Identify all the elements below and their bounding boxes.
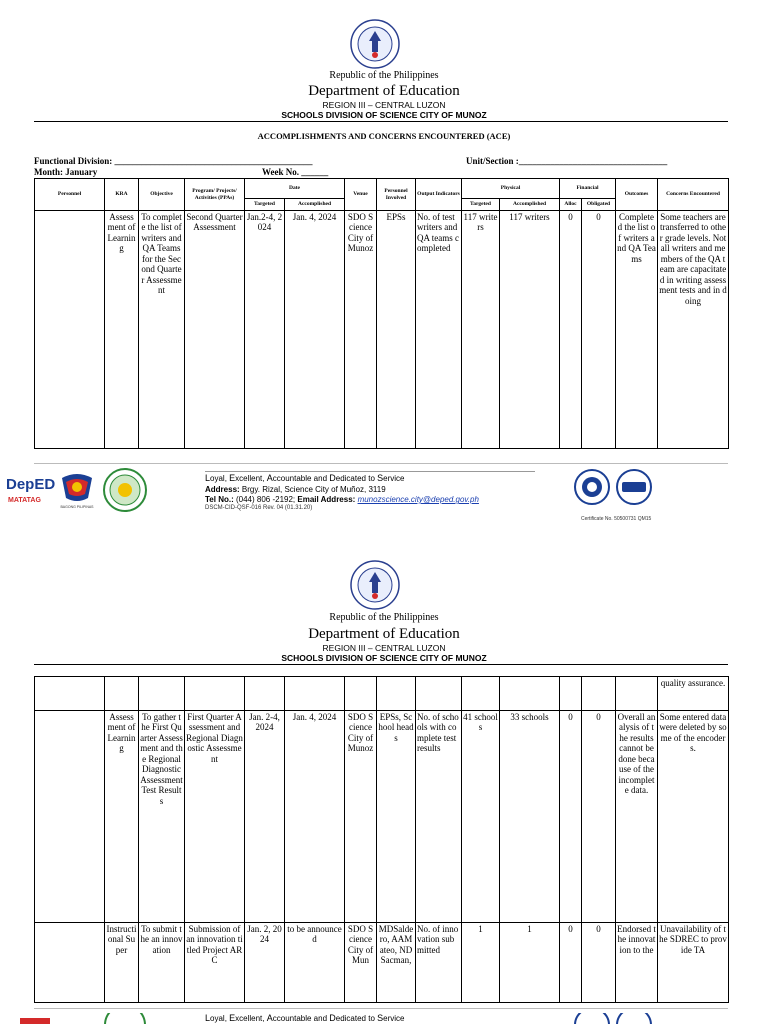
- cell-ppa: Submission of an innovation titled Project ARC: [185, 923, 245, 1003]
- cell-date-targeted: [245, 677, 285, 711]
- motto-part: ccountable and: [272, 474, 330, 483]
- division-seal-icon: [103, 468, 147, 512]
- footer-page-1: [0, 460, 768, 525]
- cell-date-targeted: Jan.2-4, 2024: [245, 211, 285, 449]
- cell-output-indicator: [416, 677, 462, 711]
- cell-obligated: [582, 677, 616, 711]
- col-concerns: Concerns Encountered: [658, 179, 729, 211]
- cell-outcome: Completed the list of writers and QA Teams: [616, 211, 658, 449]
- month-field: Month: January: [34, 167, 98, 177]
- motto-part: ccountable and: [272, 1014, 330, 1023]
- table-row: [35, 711, 729, 923]
- footer-page-2-partial: [0, 1008, 768, 1024]
- cell-outcome: Endorsed the innovation to the: [616, 923, 658, 1003]
- doc-code: DSCM-CID-QSF-016 Rev. 04 (01.31.20): [205, 505, 313, 512]
- bagong-pilipinas-logo-icon: [58, 470, 96, 510]
- cell-outcome: Overall analysis of the results cannot be done because of the incomplete data.: [616, 711, 658, 923]
- motto-initial-d: D: [329, 1013, 336, 1023]
- cell-personnel: [35, 677, 105, 711]
- col-physical-targeted: Targeted: [462, 199, 500, 211]
- cell-date-accomplished: Jan. 4, 2024: [285, 711, 345, 923]
- cell-alloc: [560, 677, 582, 711]
- cell-objective: [139, 677, 185, 711]
- tel-label: Tel No.:: [205, 495, 234, 505]
- cell-alloc: 0: [560, 923, 582, 1003]
- footer-motto: [205, 473, 479, 485]
- footer-contact: [205, 495, 479, 505]
- table-row: [35, 677, 729, 711]
- cell-venue: SDO Science City of Mun: [345, 923, 377, 1003]
- col-output-indicators: Output Indicators: [416, 179, 462, 211]
- ace-table-page-2: [34, 676, 729, 1003]
- motto-part: oyal,: [210, 1014, 230, 1023]
- col-outcomes: Outcomes: [616, 179, 658, 211]
- motto-initial-d: D: [329, 473, 336, 483]
- email-label: Email Address:: [297, 495, 356, 505]
- unit-section-field: Unit/Section :_________________________________: [466, 156, 668, 166]
- cell-physical-targeted: [462, 677, 500, 711]
- col-date-accomplished: Accomplished: [285, 199, 345, 211]
- footer-top-rule: [34, 1008, 728, 1009]
- iso-certification-icon: [572, 1013, 660, 1024]
- cell-alloc: 0: [560, 211, 582, 449]
- footer-text: [205, 473, 479, 513]
- cell-outcome: [616, 677, 658, 711]
- email-link[interactable]: munozscience.city@deped.gov.ph: [357, 495, 479, 505]
- motto-part: xcellent,: [235, 474, 267, 483]
- footer-divider: [205, 471, 535, 472]
- cell-venue: SDO Science City of Munoz: [345, 211, 377, 449]
- deped-seal-icon: [350, 19, 400, 69]
- republic-label: Republic of the Philippines: [329, 70, 439, 81]
- header-rule: [34, 121, 728, 122]
- cell-physical-targeted: 117 writers: [462, 211, 500, 449]
- division-seal-icon: [103, 1013, 147, 1024]
- tel-value: (044) 806 -2192;: [235, 495, 296, 505]
- motto-part: xcellent,: [235, 1014, 267, 1023]
- cell-objective: To gather the First Quarter Assessment and the Regional Diagnostic Assessment Test Results: [139, 711, 185, 923]
- cell-physical-targeted: 41 schools: [462, 711, 500, 923]
- col-date-targeted: Targeted: [245, 199, 285, 211]
- footer-top-rule: [34, 463, 728, 464]
- matatag-text: MATATAG: [8, 497, 41, 504]
- cell-physical-accomplished: [500, 677, 560, 711]
- motto-initial-s: S: [377, 473, 384, 483]
- cell-objective: To submit the an innovation: [139, 923, 185, 1003]
- cell-venue: [345, 677, 377, 711]
- cell-venue: SDO Science City of Munoz: [345, 711, 377, 923]
- deped-matatag-logo: [4, 472, 56, 508]
- cell-kra: Assessment of Learning: [105, 711, 139, 923]
- motto-part: edicated to: [335, 1014, 378, 1023]
- footer-motto: [205, 1013, 404, 1024]
- bagong-pilipinas-text: BAGONG PILIPINAS: [60, 505, 94, 509]
- cell-ppa: Second Quarter Assessment: [185, 211, 245, 449]
- cell-obligated: 0: [582, 211, 616, 449]
- division-label: SCHOOLS DIVISION OF SCIENCE CITY OF MUNOZ: [281, 110, 487, 120]
- cell-ppa: First Quarter Assessment and Regional Diagnostic Assessment: [185, 711, 245, 923]
- deped-seal-icon: [350, 560, 400, 610]
- iso-certification-icon: [572, 468, 660, 506]
- cell-concern: Some entered data were deleted by some of the encoders.: [658, 711, 729, 923]
- motto-initial-l: L: [205, 473, 211, 483]
- motto-initial-s: S: [377, 1013, 384, 1023]
- cell-date-targeted: Jan. 2-4, 2024: [245, 711, 285, 923]
- footer-address: [205, 485, 479, 495]
- cell-obligated: 0: [582, 711, 616, 923]
- col-obligated: Obligated: [582, 199, 616, 211]
- republic-label: Republic of the Philippines: [329, 612, 439, 623]
- cell-kra: Assessment of Learning: [105, 211, 139, 449]
- cell-alloc: 0: [560, 711, 582, 923]
- cell-physical-accomplished: 117 writers: [500, 211, 560, 449]
- cell-date-accomplished: to be announced: [285, 923, 345, 1003]
- motto-initial-e: E: [229, 1013, 236, 1023]
- motto-part: oyal,: [210, 474, 230, 483]
- region-label: REGION III – CENTRAL LUZON: [322, 643, 446, 653]
- cell-output-indicator: No. of schools with complete test results: [416, 711, 462, 923]
- deped-logo-text: DepED: [6, 476, 56, 493]
- cell-concern: Some teachers are transferred to other grade levels. Not all writers and members of the QA team are capacitated in writing assessment tests and in doing: [658, 211, 729, 449]
- cell-physical-accomplished: 33 schools: [500, 711, 560, 923]
- cell-objective: To complete the list of writers and QA Teams for the Second Quarter Assessment: [139, 211, 185, 449]
- certificate-number: Certificate No. 50500731 QM15: [581, 516, 652, 522]
- address-label: Address:: [205, 484, 240, 494]
- region-label: REGION III – CENTRAL LUZON: [322, 100, 446, 110]
- week-field: Week No. ______: [262, 167, 329, 177]
- cell-personnel: [35, 923, 105, 1003]
- deped-logo-partial: [20, 1016, 50, 1024]
- address-value: Brgy. Rizal, Science City of Muñoz, 3119: [241, 484, 386, 494]
- table-row: [35, 211, 729, 449]
- cell-concern: Unavailability of the SDREC to provide TA: [658, 923, 729, 1003]
- cell-personnel-involved: [377, 677, 416, 711]
- motto-initial-e: E: [229, 473, 236, 483]
- col-physical-accomplished: Accomplished: [500, 199, 560, 211]
- col-personnel-involved: Personnel Involved: [377, 179, 416, 211]
- table-row: [35, 923, 729, 1003]
- cell-ppa: [185, 677, 245, 711]
- col-venue: Venue: [345, 179, 377, 211]
- cell-date-accomplished: [285, 677, 345, 711]
- cell-personnel-involved: EPSs: [377, 211, 416, 449]
- cell-output-indicator: No. of test writers and QA teams completed: [416, 211, 462, 449]
- cell-physical-accomplished: 1: [500, 923, 560, 1003]
- cell-kra: Instructional Super: [105, 923, 139, 1003]
- cell-personnel: [35, 211, 105, 449]
- col-ppas: Program/ Projects/ Activities (PPAs): [185, 179, 245, 211]
- cell-personnel: [35, 711, 105, 923]
- cell-date-accomplished: Jan. 4, 2024: [285, 211, 345, 449]
- cell-physical-targeted: 1: [462, 923, 500, 1003]
- cell-personnel-involved: EPSs, School heads: [377, 711, 416, 923]
- cell-concern: quality assurance.: [658, 677, 729, 711]
- col-objective: Objective: [139, 179, 185, 211]
- cell-output-indicator: No. of innovation submitted: [416, 923, 462, 1003]
- ace-table-page-1: [34, 178, 729, 449]
- motto-part: ervice: [383, 474, 405, 483]
- header-rule: [34, 664, 728, 665]
- motto-initial-a: A: [266, 1013, 273, 1023]
- col-financial: Financial: [560, 179, 616, 199]
- page-2: [0, 540, 768, 1024]
- col-physical: Physical: [462, 179, 560, 199]
- motto-part: ervice: [383, 1014, 405, 1023]
- col-date: Date: [245, 179, 345, 199]
- department-name: Department of Education: [308, 83, 460, 99]
- motto-initial-l: L: [205, 1013, 211, 1023]
- form-title: ACCOMPLISHMENTS AND CONCERNS ENCOUNTERED (ACE): [257, 131, 511, 141]
- division-label: SCHOOLS DIVISION OF SCIENCE CITY OF MUNOZ: [281, 653, 487, 663]
- col-personnel: Personnel: [35, 179, 105, 211]
- col-alloc: Alloc: [560, 199, 582, 211]
- col-kra: KRA: [105, 179, 139, 211]
- department-name: Department of Education: [308, 626, 460, 642]
- functional-division-field: Functional Division: ____________________________________________: [34, 156, 313, 166]
- cell-kra: [105, 677, 139, 711]
- cell-date-targeted: Jan. 2, 2024: [245, 923, 285, 1003]
- cell-personnel-involved: MDSaldero, AAMateo, NDSacman,: [377, 923, 416, 1003]
- motto-initial-a: A: [266, 473, 273, 483]
- motto-part: edicated to: [335, 474, 378, 483]
- cell-obligated: 0: [582, 923, 616, 1003]
